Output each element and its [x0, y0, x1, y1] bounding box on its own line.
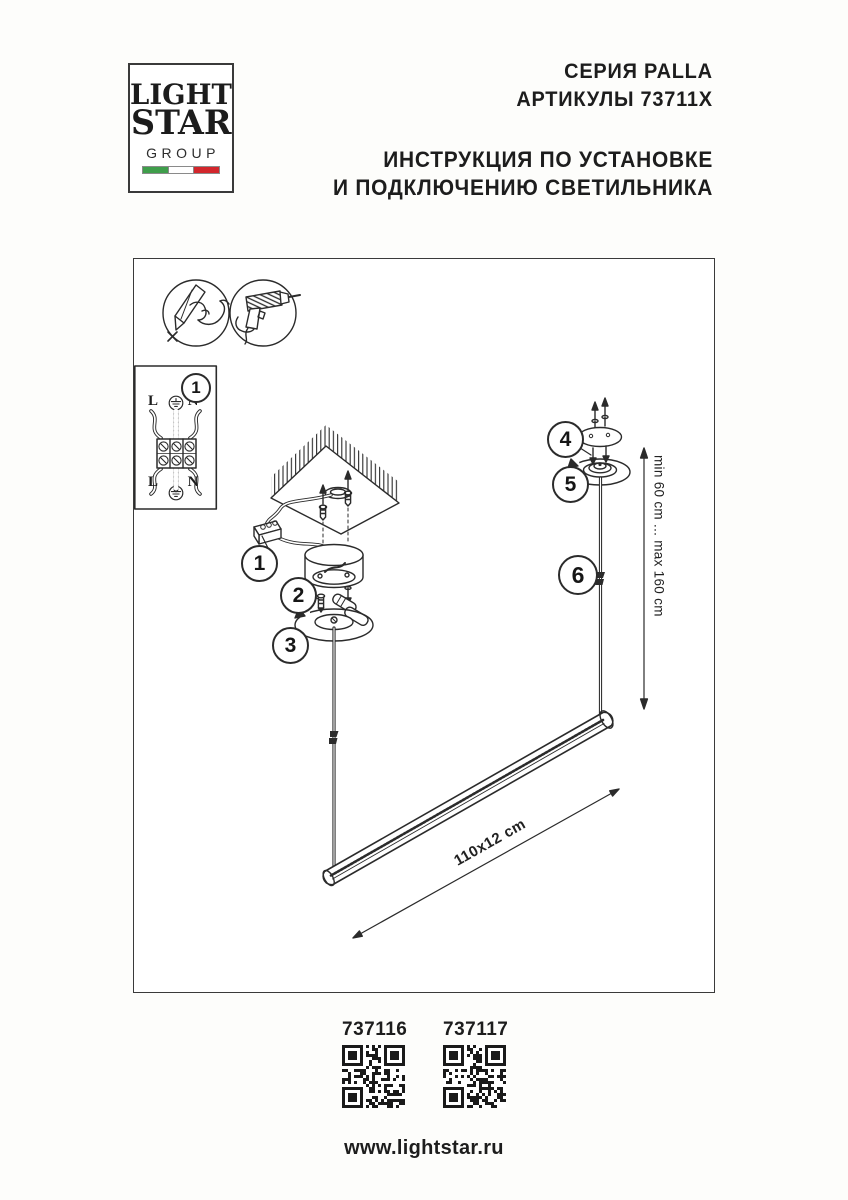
instruction-title-line2: И ПОДКЛЮЧЕНИЮ СВЕТИЛЬНИКА: [332, 175, 713, 200]
logo-text-group: GROUP: [146, 145, 220, 162]
drill-icon: [230, 280, 300, 346]
series-header: [517, 58, 713, 114]
logo-text-light: LIGHT: [130, 78, 232, 111]
step-badge-6: 6: [558, 555, 598, 595]
suspension-cable-right: [596, 478, 606, 715]
marking-icon: [163, 280, 229, 346]
website-url: www.lightstar.ru: [344, 1137, 504, 1159]
fixture-size-label: 110x12 cm: [451, 815, 529, 870]
instruction-title-line1: ИНСТРУКЦИЯ ПО УСТАНОВКЕ: [383, 147, 713, 172]
italian-flag-bar: [142, 166, 220, 174]
step-badge-3: 3: [272, 627, 309, 664]
installation-diagram-frame: [133, 258, 715, 993]
article-number: АРТИКУЛЫ 73711X: [516, 88, 713, 111]
logo-text-star: STAR: [130, 102, 232, 143]
flag-white-segment: [169, 167, 195, 173]
suspension-range-label: min 60 cm ... max 160 cm: [651, 455, 667, 617]
terminal-block: [157, 439, 196, 468]
canopy-cup: [305, 545, 363, 588]
ceiling: [271, 425, 399, 534]
wiring-label-live-bottom: L: [147, 474, 158, 490]
length-dimension-arrow: [353, 789, 619, 938]
flag-red-segment: [194, 167, 219, 173]
step-badge-2: 2: [280, 577, 317, 614]
wiring-label-neutral-bottom: N: [187, 474, 199, 490]
flag-green-segment: [143, 167, 169, 173]
step-badge-5: 5: [552, 466, 589, 503]
wiring-label-live-top: L: [147, 393, 158, 409]
suspension-cable-left: [329, 628, 339, 868]
ceiling-plate-assembly: [579, 398, 622, 464]
lightstar-logo: [128, 63, 234, 193]
qr-label-737117: 737117: [443, 1019, 509, 1040]
wire-terminal-connector: [254, 521, 281, 544]
instruction-title: [333, 146, 713, 202]
qr-code-737117: [443, 1045, 506, 1108]
step-badge-4: 4: [547, 421, 584, 458]
step-badge-1: 1: [241, 545, 278, 582]
wiring-step-badge-1: 1: [181, 373, 211, 403]
installation-diagram-drawing: [134, 259, 714, 992]
qr-label-737116: 737116: [342, 1019, 408, 1040]
qr-code-737116: [342, 1045, 405, 1108]
series-title: СЕРИЯ PALLA: [564, 60, 713, 83]
